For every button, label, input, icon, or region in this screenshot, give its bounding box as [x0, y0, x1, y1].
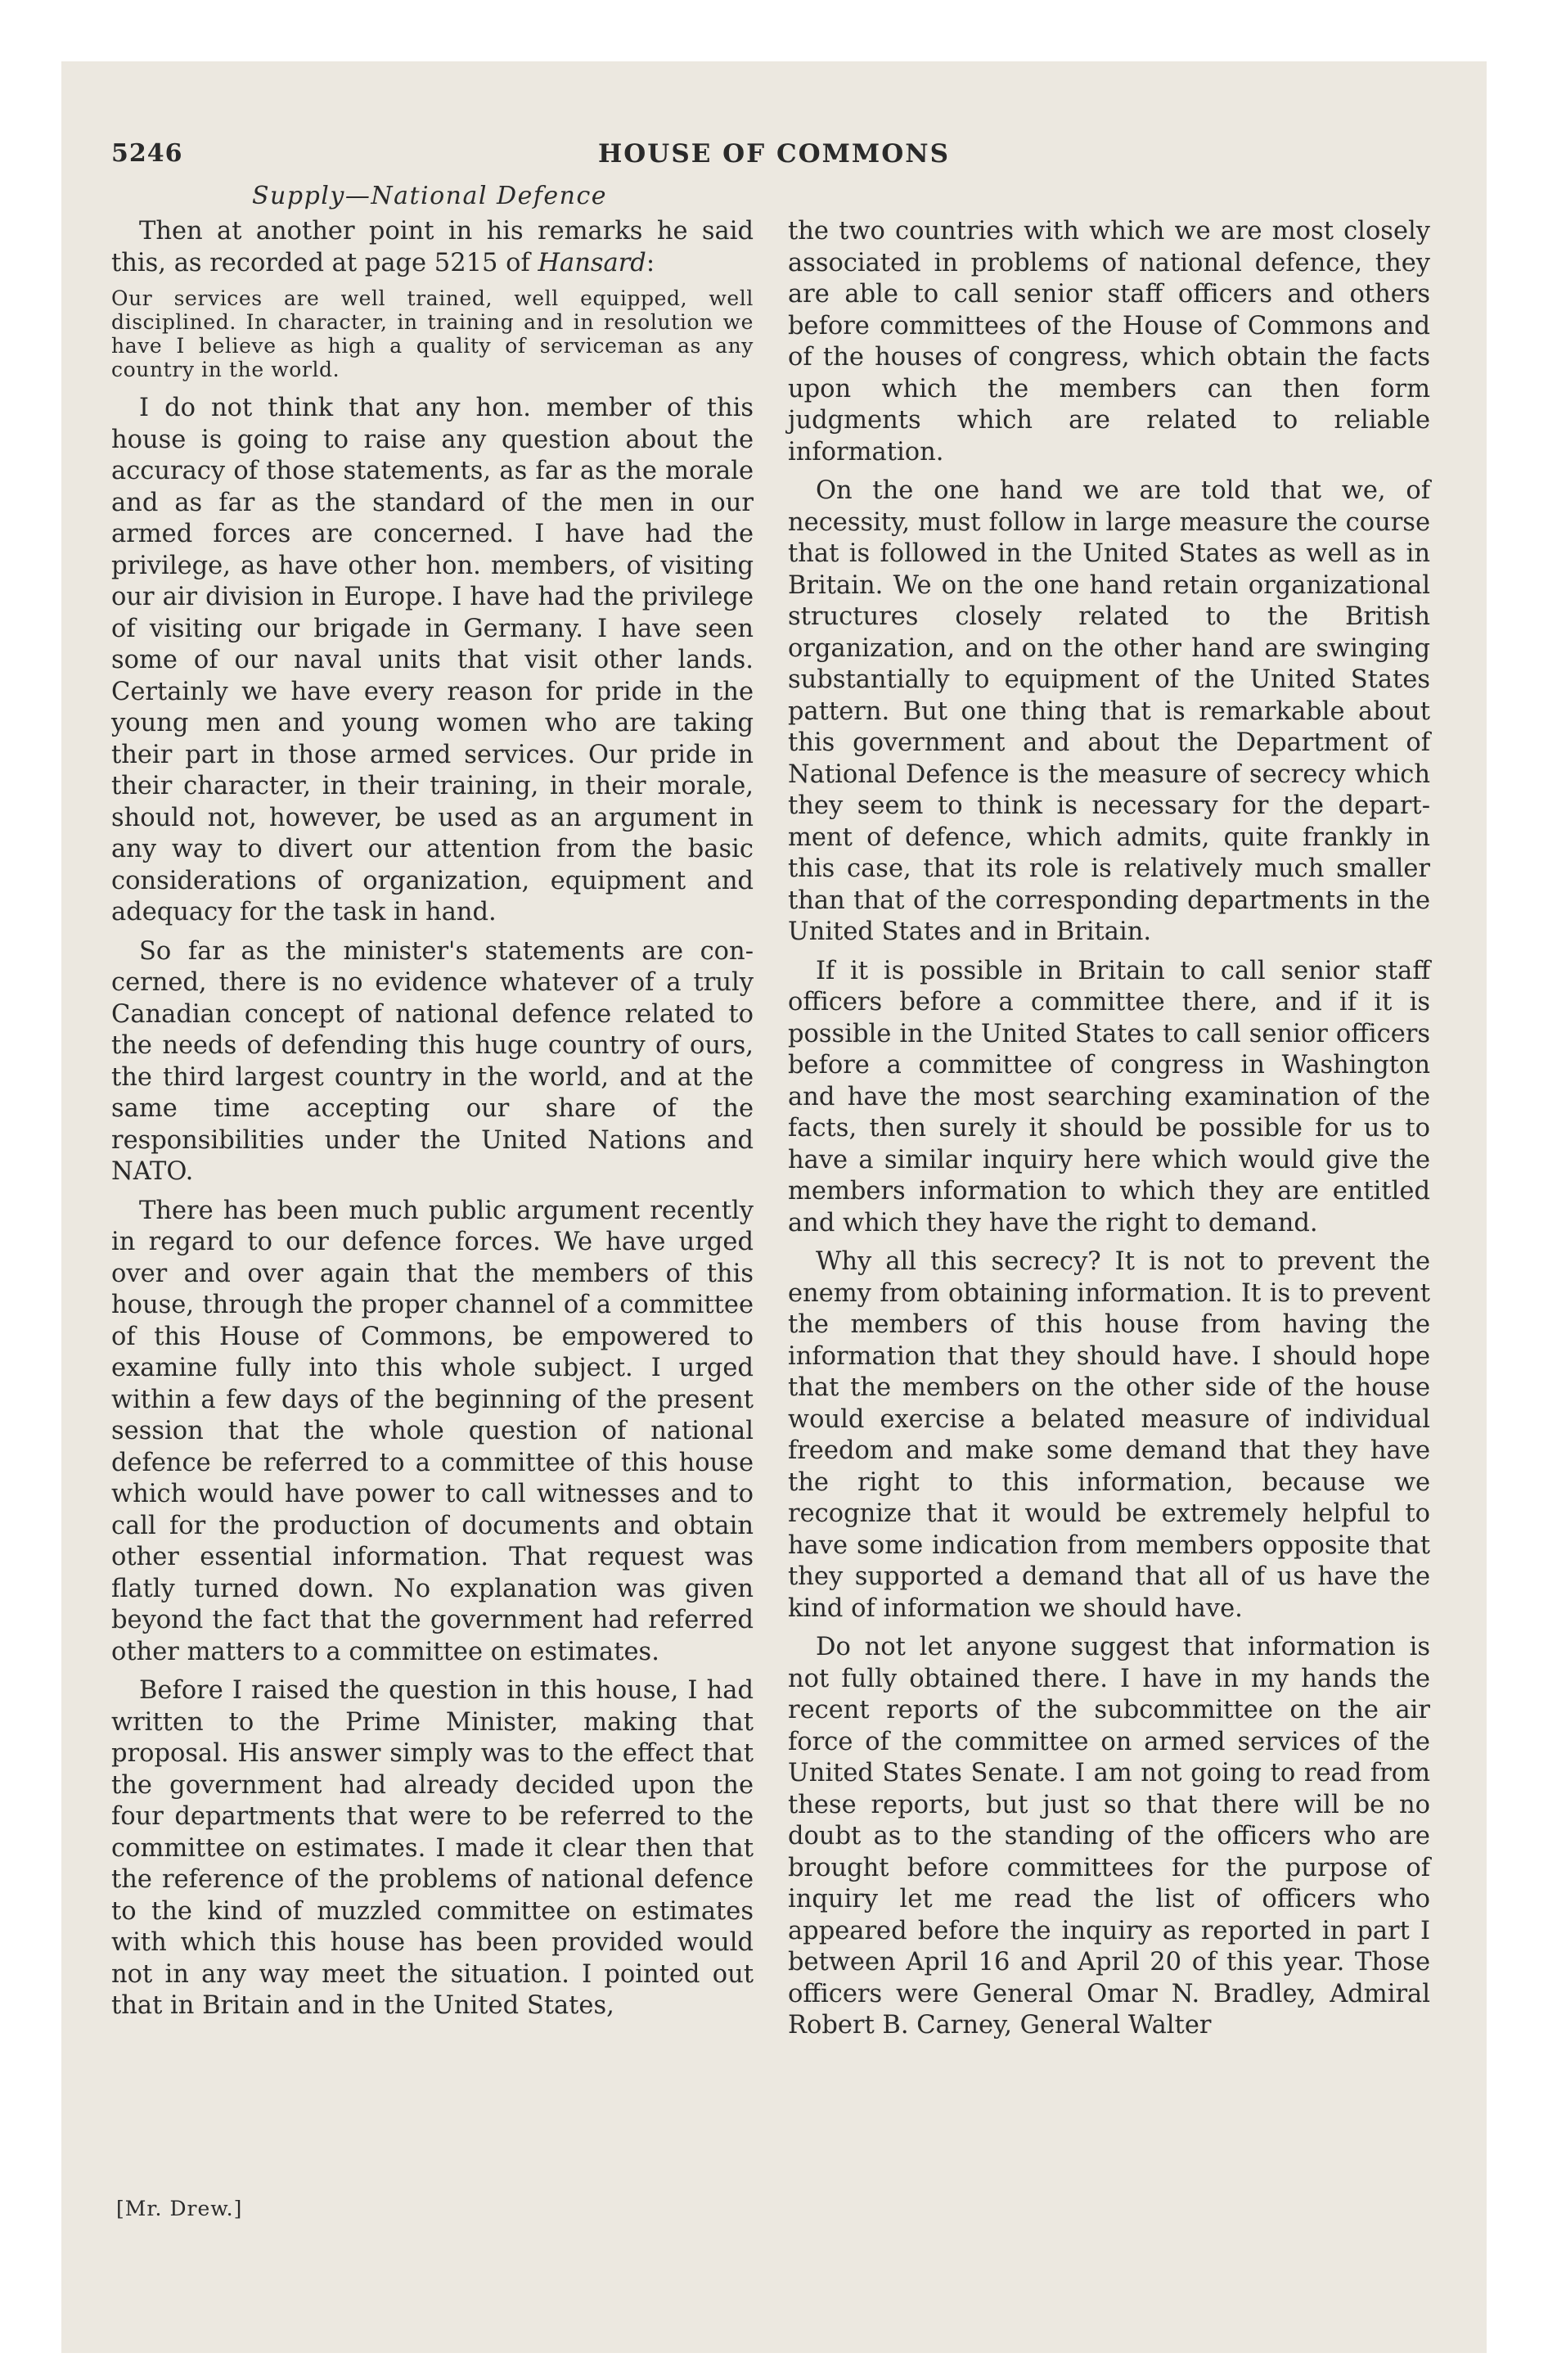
section-heading: Supply—National Defence [252, 182, 608, 210]
paragraph: Then at another point in his remarks he said this, as recorded at page 5215 of Hansard: [111, 217, 754, 277]
speaker-attribution: [Mr. Drew.] [116, 2197, 243, 2220]
hansard-reference: Hansard [538, 248, 646, 277]
left-column [111, 216, 754, 2030]
paragraph: There has been much public argument recently in regard to our defence forces. We have urged over and over again that the members of this house, through the proper channel of a committee of this House of Commons, be empowered to examine fully into this whole subject. I urged within a few days of the beginning of the present session that the whole question of national defence be referred to a committee of this house which would have power to call witnesses and to call for the production of documents and obtain other essential information. That request was flatly turned down. No explanation was given beyond the fact that the government had referred other matters to a committee on estimates. [111, 1196, 754, 1666]
block-quote: Our services are well trained, well equipped, well disciplined. In character, in training and in resolution we have I believe as high a quality of serviceman as any country in the world. [111, 286, 754, 381]
paragraph: If it is possible in Britain to call senior staff officers before a committee there, and if it is possible in the United States to call senior officers before a committee of congress in Washington and have the most searching examination of the facts, then surely it should be possible for us to have a similar inquiry here which would give the members information to which they are entitled and which they have the right to demand. [788, 956, 1430, 1237]
paragraph: Before I raised the question in this house, I had written to the Prime Minister, making that proposal. His answer simply was to the effect that the government had already decided upon the four departments that were to be referred to the committee on estimates. I made it clear then that the reference of the problems of national defence to the kind of muzzled committee on estimates with which this house has been provided would not in any way meet the situation. I pointed out that in Britain and in the United States, [111, 1676, 754, 2020]
paragraph: On the one hand we are told that we, of necessity, must follow in large measure the course that is followed in the United States as well as in Britain. We on the one hand retain organizational structures closely related to the British organization, and on the other hand are swinging substantially to equipment of the United States pattern. But one thing that is remarkable about this government and about the Department of National Defence is the measure of secrecy which they seem to think is necessary for the department of defence, which admits, quite frankly in this case, that its role is relatively much smaller than that of the corresponding departments in the United States and in Britain. [788, 476, 1430, 946]
paragraph: the two countries with which we are most closely associated in problems of national defence, they are able to call senior staff officers and others before committees of the House of Commons and of the houses of congress, which obtain the facts upon which the members can then form judgments which are related to reliable information. [788, 217, 1430, 467]
running-header [111, 139, 1437, 178]
paragraph: Why all this secrecy? It is not to prevent the enemy from obtaining information. It is to prevent the members of this house from having the information that they should have. I should hope that the members on the other side of the house would exercise a belated measure of individual freedom and make some demand that they have the right to this information, because we recognize that it would be extremely helpful to have some indication from members opposite that they supported a demand that all of us have the kind of information we should have. [788, 1247, 1430, 1623]
paragraph: Do not let anyone suggest that information is not fully obtained there. I have in my hands the recent reports of the subcommittee on the air force of the committee on armed services of the United States Senate. I am not going to read from these reports, but just so that there will be no doubt as to the standing of the officers who are brought before committees for the purpose of inquiry let me read the list of officers who appeared before the inquiry as reported in part I between April 16 and April 20 of this year. Those officers were General Omar N. Bradley, Admiral Robert B. Carney, General Walter [788, 1633, 1430, 2040]
paragraph: So far as the minister's statements are concerned, there is no evidence whatever of a truly Canadian concept of national defence related to the needs of defending this huge country of ours, the third largest country in the world, and at the same time accepting our share of the responsibilities under the United Nations and NATO. [111, 936, 754, 1186]
paragraph: I do not think that any hon. member of this house is going to raise any question about the accuracy of those statements, as far as the morale and as far as the standard of the men in our armed forces are concerned. I have had the privilege, as have other hon. members, of visiting our air division in Europe. I have had the privilege of visiting our brigade in Germany. I have seen some of our naval units that visit other lands. Certainly we have every reason for pride in the young men and young women who are taking their part in those armed services. Our pride in their character, in their training, in their morale, should not, however, be used as an argument in any way to divert our attention from the basic considerations of organization, equipment and adequacy for the task in hand. [111, 394, 754, 926]
right-column [788, 216, 1430, 2049]
page-number: 5246 [111, 139, 183, 168]
page-title: HOUSE OF COMMONS [598, 139, 950, 169]
